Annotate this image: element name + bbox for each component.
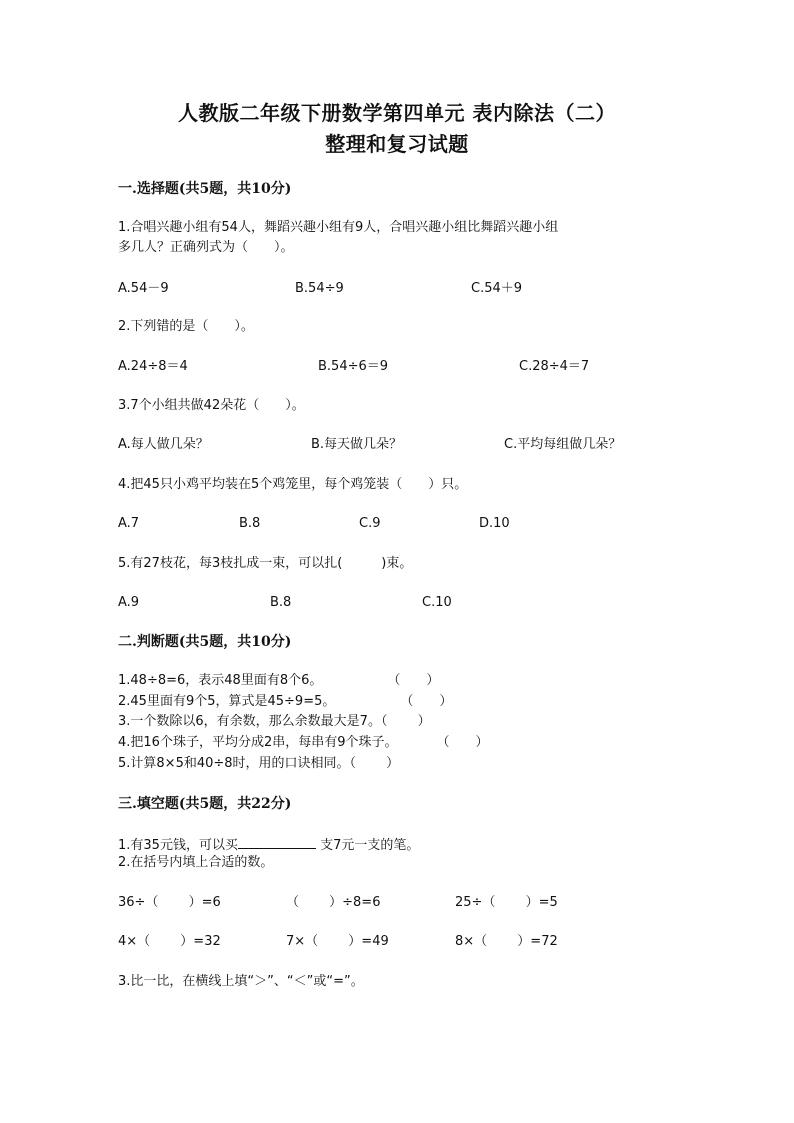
equation: 25÷（ ）=5: [455, 895, 558, 910]
question-text: 1.合唱兴趣小组有54人，舞蹈兴趣小组有9人，合唱兴趣小组比舞蹈兴趣小组: [118, 220, 559, 235]
option-a: A.24÷8＝4: [118, 359, 188, 374]
list-item: 1.48÷8=6，表示48里面有8个6。 （ ）: [118, 673, 440, 688]
question-text: 4.把45只小鸡平均装在5个鸡笼里，每个鸡笼装（ ）只。: [118, 477, 468, 492]
option-a: A.7: [118, 516, 140, 531]
question-text: 2.在括号内填上合适的数。: [118, 855, 274, 870]
section-heading-judgement: 二.判断题(共5题，共10分): [118, 634, 292, 650]
option-b: B.8: [239, 516, 261, 531]
equation: 4×（ ）=32: [118, 934, 221, 949]
equation: 8×（ ）=72: [455, 934, 558, 949]
question-text: 多几人？正确列式为（ ）。: [118, 240, 294, 255]
question-text-end: 支7元一支的笔。: [315, 838, 420, 853]
option-c: C.平均每组做几朵？: [504, 437, 622, 452]
option-c: C.54＋9: [471, 281, 523, 296]
option-a: A.每人做几朵？: [118, 437, 209, 452]
question-text: 2.下列错的是（ ）。: [118, 319, 254, 334]
answer-blank[interactable]: [238, 834, 316, 849]
equation: （ ）÷8=6: [286, 895, 381, 910]
option-a: A.9: [118, 595, 140, 610]
equation: 36÷（ ）=6: [118, 895, 221, 910]
question-text: 3.7个小组共做42朵花（ ）。: [118, 398, 305, 413]
list-item: 5.计算8×5和40÷8时，用的口诀相同。（ ）: [118, 756, 400, 771]
option-a: A.54－9: [118, 281, 169, 296]
equation: 7×（ ）=49: [286, 934, 389, 949]
option-b: B.8: [270, 595, 292, 610]
question-text: [118, 834, 419, 855]
page-subtitle: 整理和复习试题: [325, 132, 469, 156]
section-heading-choice: 一.选择题(共5题，共10分): [118, 181, 292, 197]
section-heading-fill-in: 三.填空题(共5题，共22分): [118, 796, 292, 812]
question-text: 5.有27枝花，每3枝扎成一束，可以扎( )束。: [118, 556, 413, 571]
option-c: C.9: [359, 516, 381, 531]
option-d: D.10: [479, 516, 510, 531]
list-item: 4.把16个珠子，平均分成2串，每串有9个珠子。 （ ）: [118, 735, 489, 750]
question-text: 3.比一比，在横线上填“＞”、“＜”或“=”。: [118, 974, 364, 989]
option-b: B.54÷9: [295, 281, 344, 296]
page-title: 人教版二年级下册数学第四单元 表内除法（二）: [178, 101, 616, 125]
list-item: 2.45里面有9个5，算式是45÷9=5。 （ ）: [118, 694, 453, 709]
option-b: B.54÷6＝9: [318, 359, 389, 374]
list-item: 3.一个数除以6，有余数，那么余数最大是7。（ ）: [118, 714, 431, 729]
option-b: B.每天做几朵？: [311, 437, 403, 452]
option-c: C.28÷4＝7: [519, 359, 590, 374]
option-c: C.10: [422, 595, 452, 610]
question-text-start: 1.有35元钱，可以买: [118, 838, 238, 853]
